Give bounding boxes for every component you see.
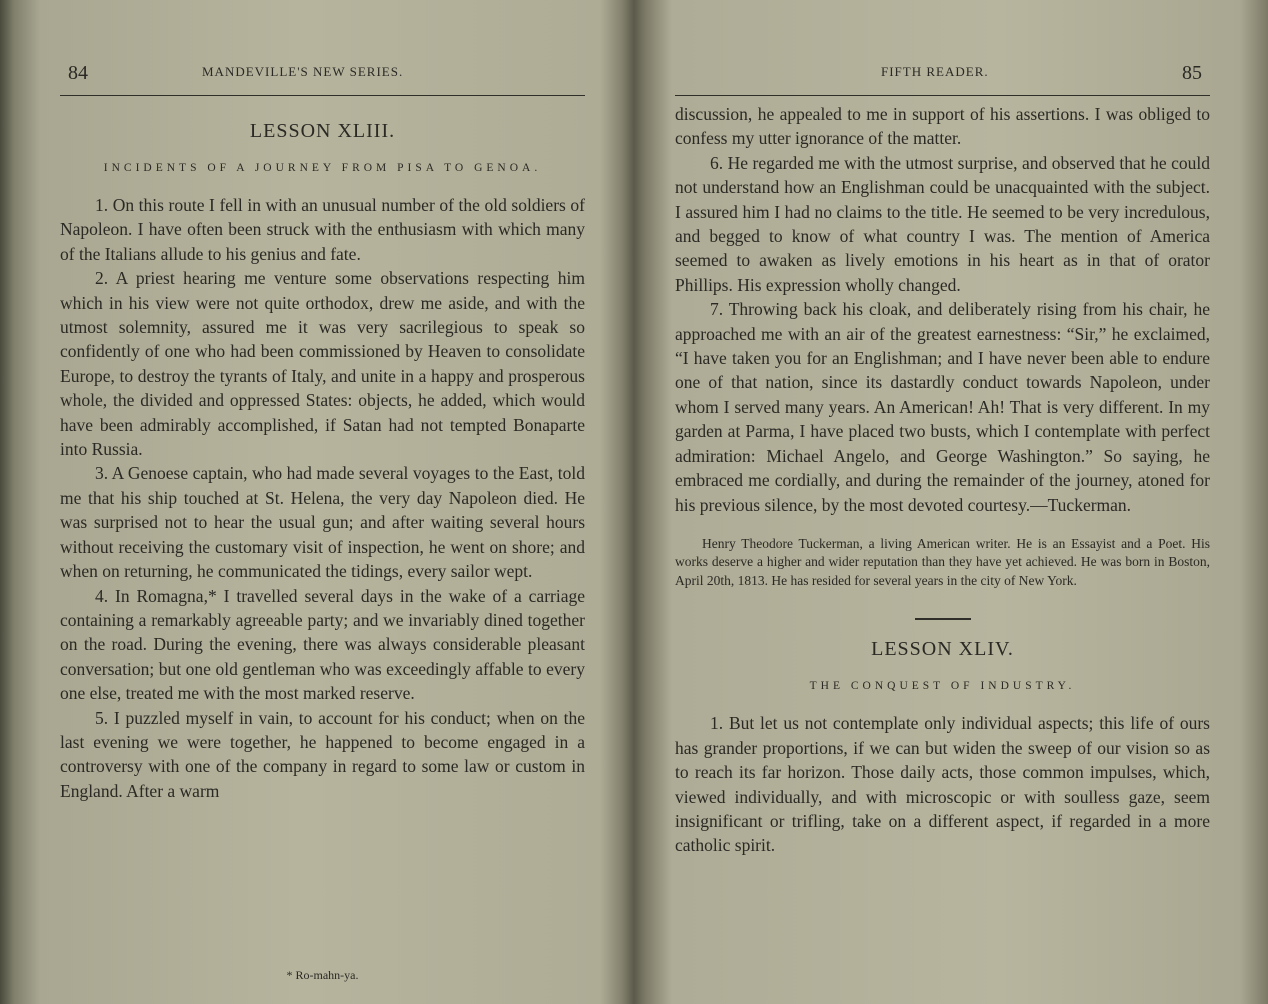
lesson-44-paragraph-1: 1. But let us not contemplate only individual aspects; this life of ours has grander proportions, if we can but widen the sweep of our vision so as to reach its far horizon. Those daily acts, those common impulses, which, viewed individually, and with microscopic or with soulless gaze, seem insignificant or trifling, take on a different aspect, if regarded in a more catholic spirit.	[675, 713, 1210, 856]
paragraph-1: 1. On this route I fell in with an unusual number of the old soldiers of Napoleon. I have often been struck with the enthusiasm with which many of the Italians allude to his genius and fate.	[60, 195, 585, 264]
lesson-44-title: LESSON XLIV.	[871, 638, 1014, 661]
paragraph-5-continuation: discussion, he appealed to me in support of his assertions. I was obliged to confess my utter ignorance of the matter.	[675, 104, 1210, 149]
left-running-title: MANDEVILLE'S NEW SERIES.	[202, 64, 404, 79]
lesson-43-title: LESSON XLIII.	[249, 120, 396, 142]
paragraph-5: 5. I puzzled myself in vain, to account for his conduct; when on the last evening we were together, he happened to become engaged in a controversy with one of the company in regard to some law or custom in England. After a warm	[60, 707, 585, 801]
paragraph-7: 7. Throwing back his cloak, and deliberately rising from his chair, he approached me with an air of the greatest earnestness: “Sir,” he exclaimed, “I have taken you for an Englishman; and I have never been able to endure one of that nation, since its dastardly conduct towards Napoleon, under whom I served many years. An American! Ah! That is very different. In my garden at Parma, I have placed two busts, which I contemplate with perfect admiration: Michael Angelo, and George Washington.” So saying, he embraced me cordially, and during the remainder of the journey, atoned for his previous silence, by the most devoted courtesy.—Tuckerman.	[675, 299, 1210, 515]
section-divider	[915, 618, 971, 620]
left-running-head	[60, 54, 585, 102]
left-page	[60, 0, 585, 1004]
left-page-number: 84	[68, 62, 88, 84]
right-header-rule	[675, 95, 1210, 96]
right-page-number: 85	[1182, 62, 1202, 84]
right-running-title: FIFTH READER.	[881, 64, 989, 79]
lesson-43-subtitle: INCIDENTS OF A JOURNEY FROM PISA TO GENOA.	[103, 162, 542, 174]
lesson-44-subtitle: THE CONQUEST OF INDUSTRY.	[809, 680, 1076, 693]
paragraph-6: 6. He regarded me with the utmost surprise, and observed that he could not understand how an Englishman could be unacquainted with the subject. I assured him I had no claims to the title. He seemed to be very incredulous, and begged to know of what country I was. The mention of America seemed to awaken as lively emotions in his heart as in that of orator Phillips. His expression wholly changed.	[675, 152, 1210, 295]
right-running-head	[675, 54, 1210, 102]
footnote: * Ro-mahn-ya.	[286, 968, 359, 982]
author-bio-note: Henry Theodore Tuckerman, a living American writer. He is an Essayist and a Poet. His works deserve a higher and wider reputation than they have yet achieved. He was born in Boston, April 20th, 1813. He has resided for several years in the city of New York.	[675, 535, 1210, 588]
paragraph-3: 3. A Genoese captain, who had made several voyages to the East, told me that his ship touched at St. Helena, the very day Napoleon died. He was surprised not to hear the usual gun; and after waiting several hours without receiving the customary visit of inspection, he went on shore; and when on returning, he communicated the tidings, every sailor wept.	[60, 463, 585, 582]
paragraph-2: 2. A priest hearing me venture some observations respecting him which in his view were not quite orthodox, drew me aside, and with the utmost solemnity, assured me it was very sacrilegious to speak so confidently of one who had been commissioned by Heaven to consolidate Europe, to destroy the tyrants of Italy, and unite in a happy and prosperous whole, the divided and oppressed States: objects, he added, which would have been admirably accomplished, if Satan had not tempted Bonaparte into Russia.	[60, 268, 585, 460]
left-header-rule	[60, 95, 585, 96]
right-page	[675, 0, 1210, 1004]
paragraph-4: 4. In Romagna,* I travelled several days in the wake of a carriage containing a remarkably agreeable party; and we invariably dined together on the road. During the evening, there was always considerable pleasant conversation; but one old gentleman who was exceedingly affable to every one else, treated me with the most marked reserve.	[60, 585, 585, 704]
